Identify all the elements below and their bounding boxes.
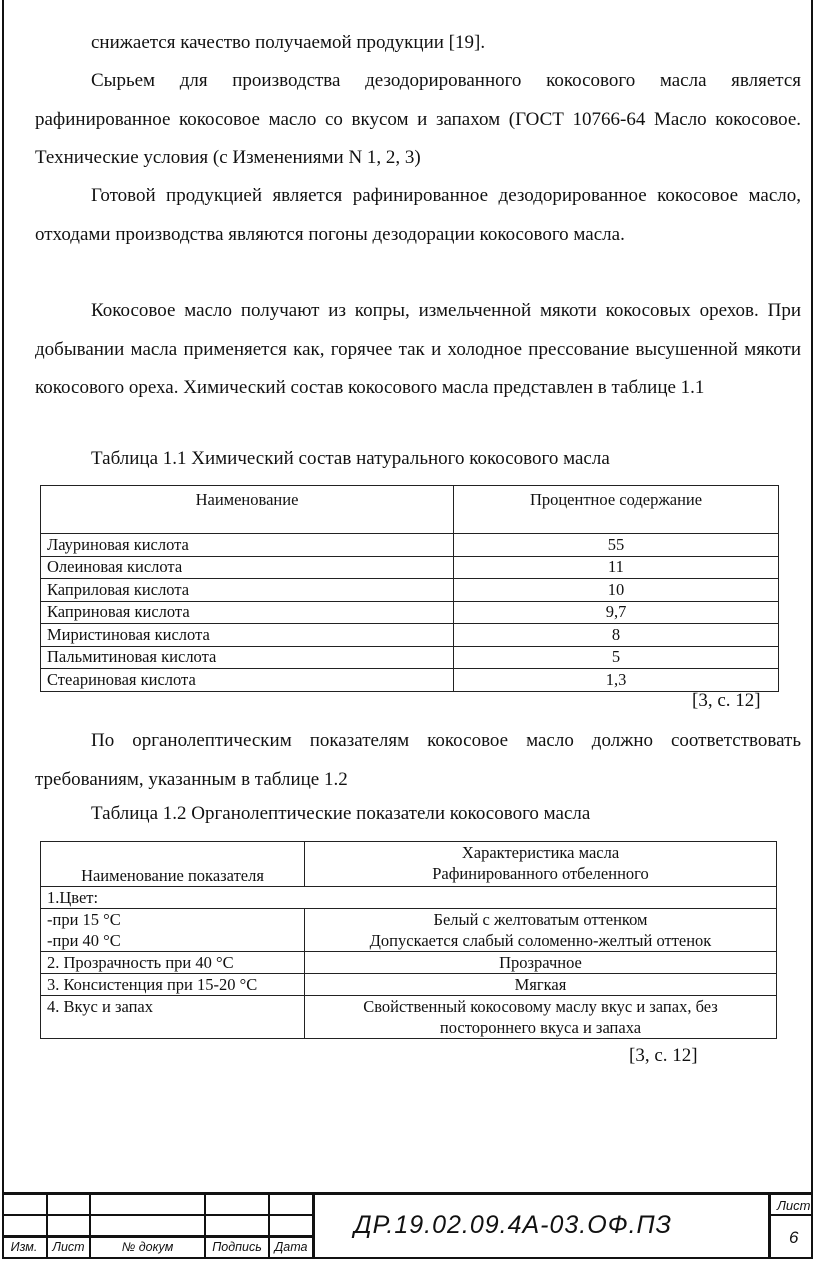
indicator-value: Белый с желтоватым оттенком Допускается слабый соломенно-желтый оттенок: [305, 909, 777, 952]
table2-organoleptic: [40, 841, 777, 1039]
indicator-value: Свойственный кокосовому маслу вкус и запах, без постороннего вкуса и запаха: [305, 996, 777, 1039]
acid-percent: 10: [454, 579, 779, 602]
table-header: Наименование: [41, 486, 454, 534]
table-row: [41, 646, 779, 669]
table-header: Наименование показателя: [41, 842, 305, 887]
paragraph-2: Готовой продукцией является рафинированное дезодорированное кокосовое масло, отходами производства являются погоны дезодорации кокосового масла.: [35, 185, 801, 245]
acid-name: Олеиновая кислота: [41, 556, 454, 579]
sheet-number: 6: [789, 1228, 799, 1247]
title-block: [2, 1192, 813, 1259]
acid-name: Каприновая кислота: [41, 601, 454, 624]
paragraph-4: По органолептическим показателям кокосовое масло должно соответствовать требованиям, указанным в таблице 1.2: [35, 730, 801, 790]
acid-name: Стеариновая кислота: [41, 669, 454, 692]
table-header: Процентное содержание: [454, 486, 779, 534]
acid-percent: 5: [454, 646, 779, 669]
sheet-label: Лист: [777, 1198, 811, 1213]
col-izm-label: Изм.: [10, 1240, 38, 1254]
table1-reference: [3, с. 12]: [692, 690, 761, 711]
acid-name: Каприловая кислота: [41, 579, 454, 602]
acid-name: Пальмитиновая кислота: [41, 646, 454, 669]
table-row: [41, 974, 777, 996]
col-list-label: Лист: [52, 1240, 85, 1254]
table-row: [41, 534, 779, 557]
indicator-name: 4. Вкус и запах: [41, 996, 305, 1039]
table-row: [41, 579, 779, 602]
table-header-row: [41, 486, 779, 534]
col-data-label: Дата: [274, 1240, 308, 1254]
indicator-value: Прозрачное: [305, 952, 777, 974]
color-section-title: 1.Цвет:: [41, 887, 777, 909]
table-row: [41, 624, 779, 647]
acid-percent: 55: [454, 534, 779, 557]
table-header: Характеристика масла Рафинированного отбеленного: [305, 842, 777, 887]
paragraph-1: Сырьем для производства дезодорированного кокосового масла является рафинированное кокосовое масло со вкусом и запахом (ГОСТ 10766-64 Масло кокосовое. Технические условия (с Изменениями N 1, 2, 3): [35, 70, 801, 168]
indicator-value: Мягкая: [305, 974, 777, 996]
acid-name: Миристиновая кислота: [41, 624, 454, 647]
table-row: [41, 556, 779, 579]
table-row: [41, 952, 777, 974]
document-code: ДР.19.02.09.4А-03.ОФ.ПЗ: [354, 1211, 672, 1239]
indicator-name: 2. Прозрачность при 40 °С: [41, 952, 305, 974]
table-row: [41, 601, 779, 624]
acid-name: Лауриновая кислота: [41, 534, 454, 557]
acid-percent: 1,3: [454, 669, 779, 692]
col-dokum-label: № докум: [121, 1240, 174, 1254]
acid-percent: 11: [454, 556, 779, 579]
acid-percent: 8: [454, 624, 779, 647]
paragraph-3: Кокосовое масло получают из копры, измельченной мякоти кокосовых орехов. При добывании масла применяется как, горячее так и холодное прессование высушенной мякоти кокосового ореха. Химический состав кокосового масла представлен в таблице 1.1: [35, 300, 801, 398]
table-row: [41, 909, 777, 952]
indicator-name: -при 15 °С -при 40 °С: [41, 909, 305, 952]
table2-reference: [3, с. 12]: [629, 1045, 698, 1066]
table2-caption: Таблица 1.2 Органолептические показатели кокосового масла: [91, 803, 591, 824]
table-row: [41, 996, 777, 1039]
table-row: [41, 887, 777, 909]
indicator-name: 3. Консистенция при 15-20 °С: [41, 974, 305, 996]
col-podpis-label: Подпись: [212, 1240, 262, 1254]
table-row: [41, 669, 779, 692]
table1-caption: Таблица 1.1 Химический состав натурального кокосового масла: [91, 448, 610, 469]
table1-chemical-composition: [40, 485, 779, 692]
table-header-row: [41, 842, 777, 887]
paragraph-0: снижается качество получаемой продукции [19].: [91, 32, 486, 53]
acid-percent: 9,7: [454, 601, 779, 624]
